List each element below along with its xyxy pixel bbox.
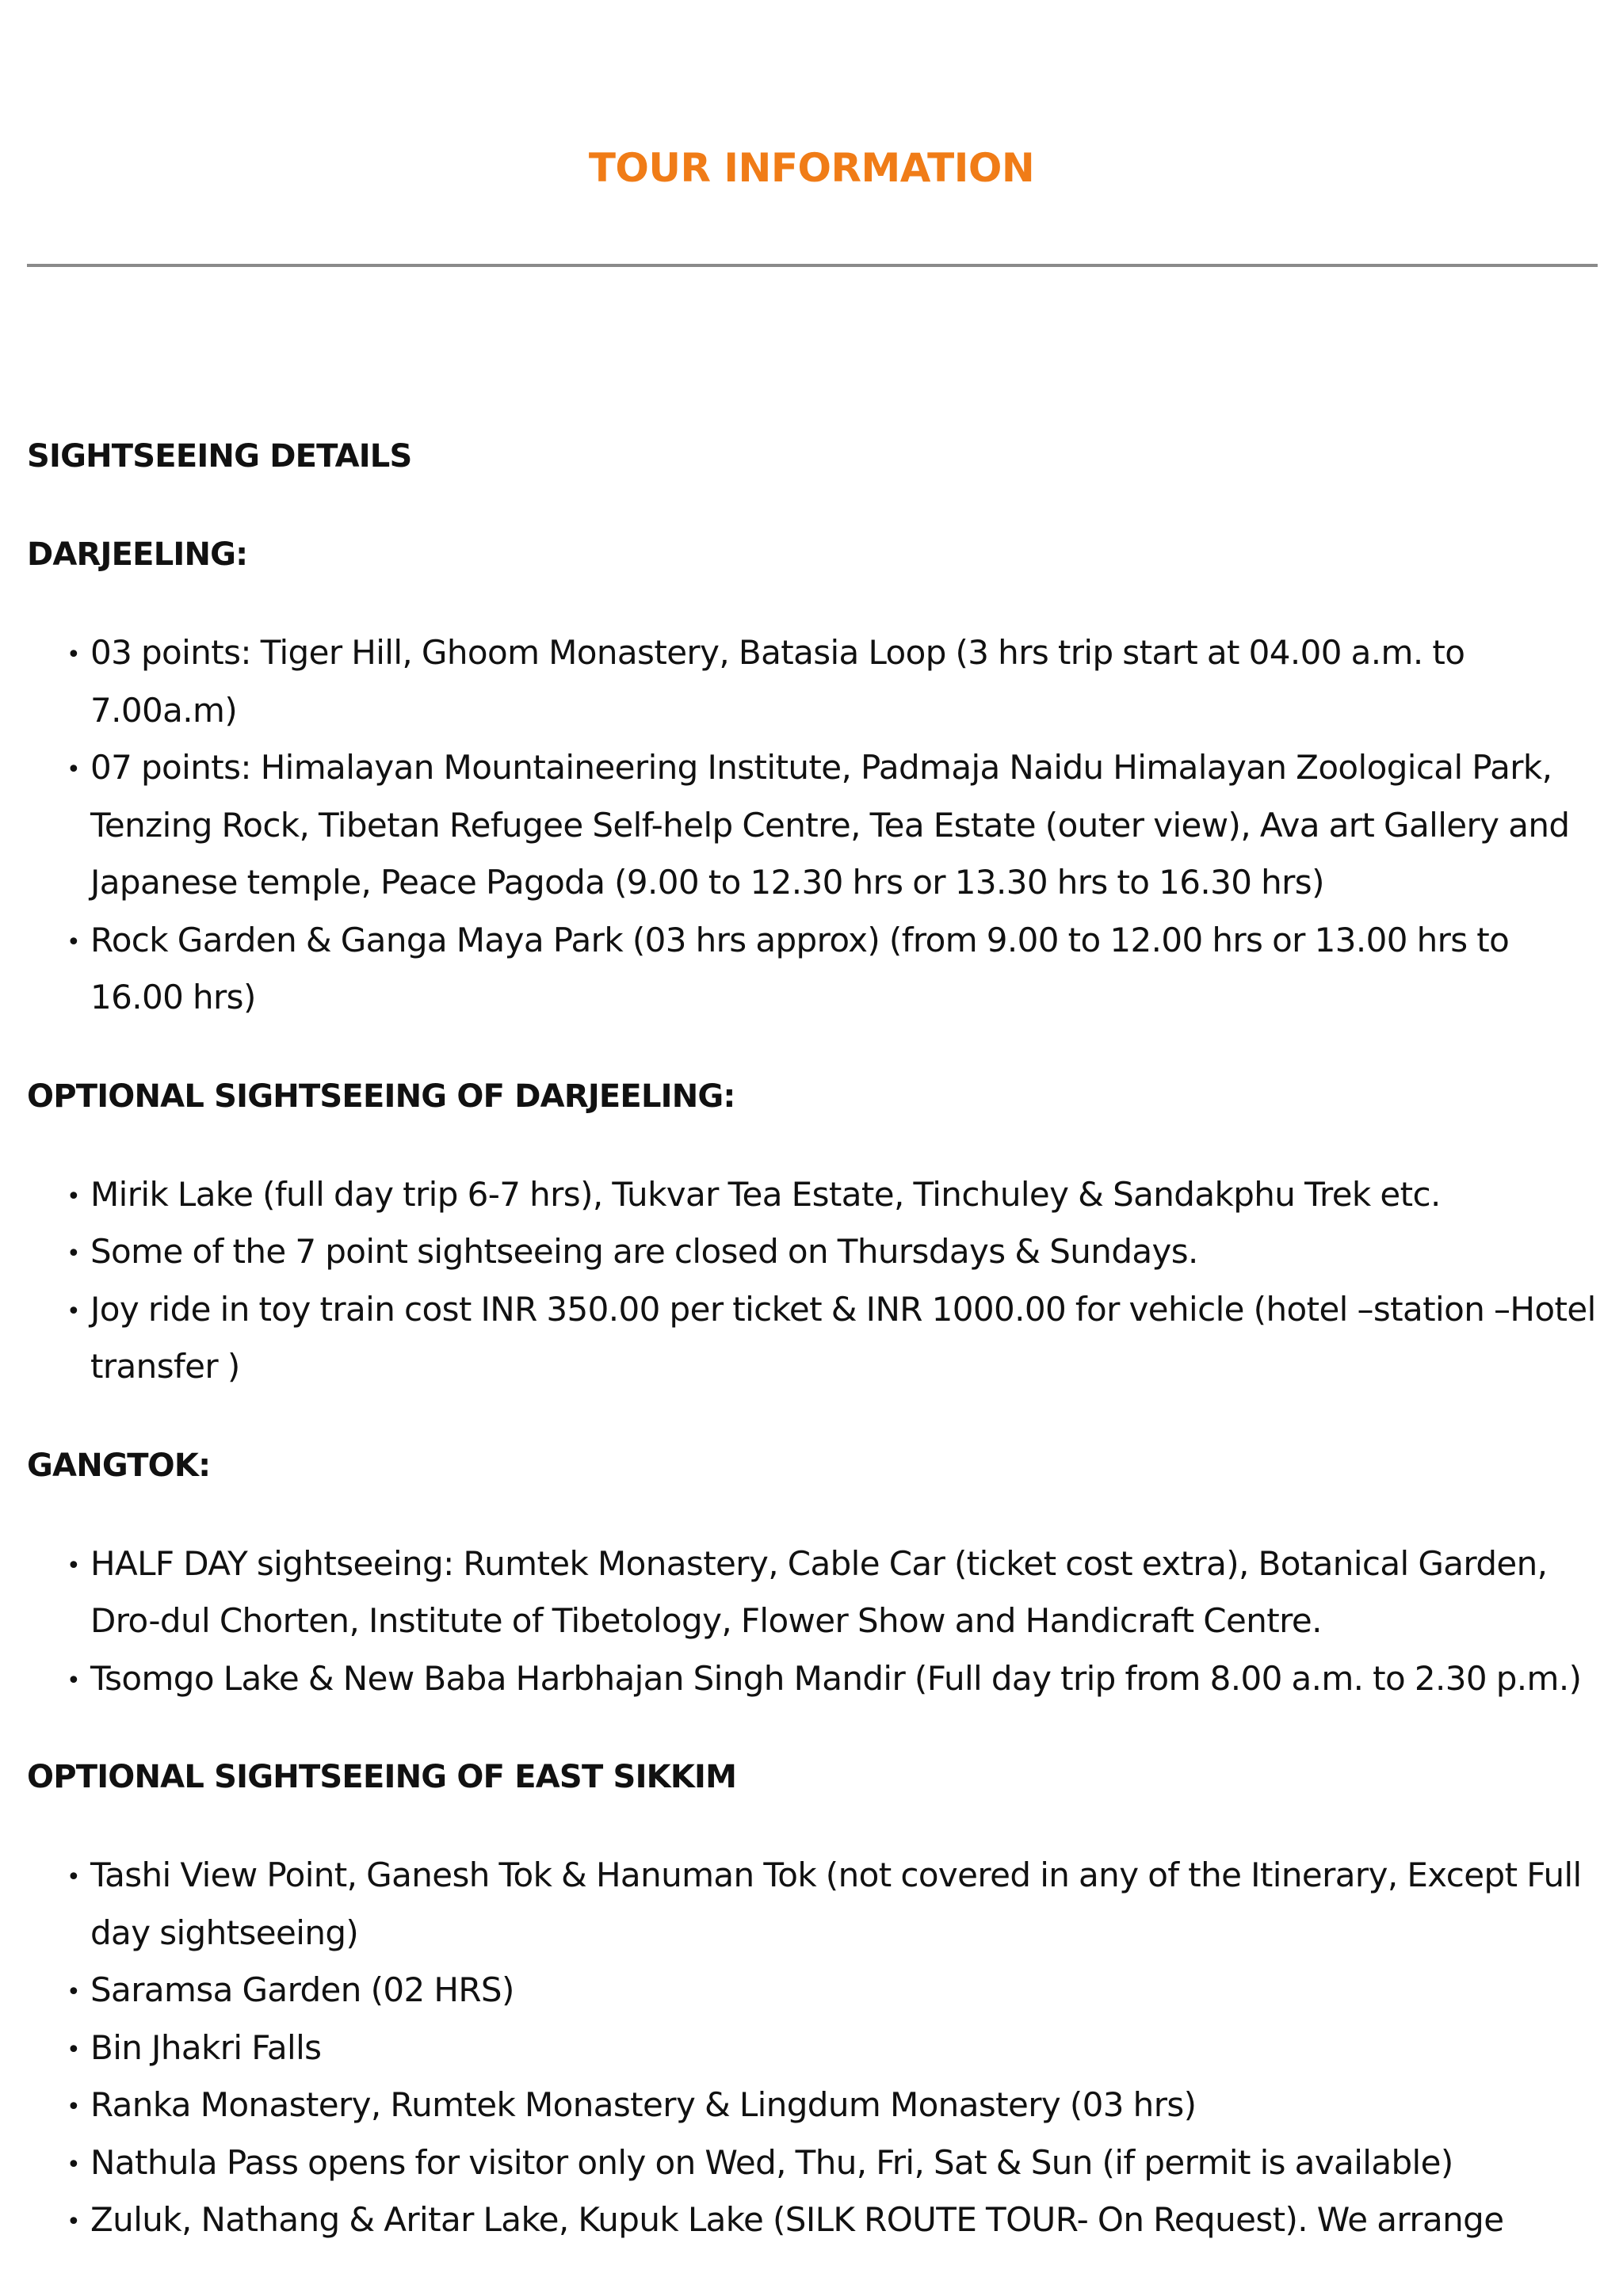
list-item: • HALF DAY sightseeing: Rumtek Monastery, Cable Car (ticket cost extra), Botanical Garden, Dro-dul Chorten, Institute of Tibetology, Flower Show and Handicraft Centre. <box>27 1535 1598 1650</box>
list-item: • Zuluk, Nathang & Aritar Lake, Kupuk Lake (SILK ROUTE TOUR- On Request). We arrange <box>27 2191 1598 2249</box>
bullet-icon: • <box>67 2093 81 2121</box>
list-item: • Nathula Pass opens for visitor only on Wed, Thu, Fri, Sat & Sun (if permit is available) <box>27 2134 1598 2192</box>
section-heading-darjeeling: DARJEELING: <box>27 536 248 573</box>
section-heading-optional-darjeeling: OPTIONAL SIGHTSEEING OF DARJEELING: <box>27 1077 735 1115</box>
bullet-icon: • <box>67 2208 81 2236</box>
bullet-icon: • <box>67 1863 81 1891</box>
list-item: • Joy ride in toy train cost INR 350.00 per ticket & INR 1000.00 for vehicle (hotel –station –Hotel transfer ) <box>27 1281 1598 1396</box>
darjeeling-list <box>27 624 1598 1027</box>
bullet-icon: • <box>67 641 81 669</box>
section-heading-gangtok: GANGTOK: <box>27 1447 211 1484</box>
gangtok-list <box>27 1535 1598 1708</box>
bullet-icon: • <box>67 1551 81 1580</box>
optional-darjeeling-list <box>27 1166 1598 1396</box>
optional-east-sikkim-list <box>27 1847 1598 2249</box>
bullet-icon: • <box>67 1240 81 1268</box>
bullet-icon: • <box>67 1182 81 1211</box>
list-item: • Rock Garden & Ganga Maya Park (03 hrs approx) (from 9.00 to 12.00 hrs or 13.00 hrs to 16.00 hrs) <box>27 912 1598 1027</box>
document-body <box>27 428 1598 2290</box>
list-item: • Saramsa Garden (02 HRS) <box>27 1962 1598 2019</box>
title-divider <box>27 264 1598 267</box>
list-item: • 07 points: Himalayan Mountaineering Institute, Padmaja Naidu Himalayan Zoological Park, Tenzing Rock, Tibetan Refugee Self-help Centre, Tea Estate (outer view), Ava art Gallery and Japanese temple, Peace Pagoda (9.00 to 12.30 hrs or 13.30 hrs to 16.30 hrs) <box>27 739 1598 912</box>
list-item: • Tsomgo Lake & New Baba Harbhajan Singh Mandir (Full day trip from 8.00 a.m. to 2.30 p.m.) <box>27 1650 1598 1708</box>
list-item: • Tashi View Point, Ganesh Tok & Hanuman Tok (not covered in any of the Itinerary, Except Full day sightseeing) <box>27 1847 1598 1962</box>
list-item: • 03 points: Tiger Hill, Ghoom Monastery, Batasia Loop (3 hrs trip start at 04.00 a.m. to 7.00a.m) <box>27 624 1598 739</box>
list-item: • Ranka Monastery, Rumtek Monastery & Lingdum Monastery (03 hrs) <box>27 2077 1598 2134</box>
bullet-icon: • <box>67 928 81 956</box>
list-item: • Bin Jhakri Falls <box>27 2019 1598 2077</box>
bullet-icon: • <box>67 1978 81 2006</box>
page-title: TOUR INFORMATION <box>588 145 1035 191</box>
list-item: • Mirik Lake (full day trip 6-7 hrs), Tukvar Tea Estate, Tinchuley & Sandakphu Trek etc. <box>27 1166 1598 1224</box>
bullet-icon: • <box>67 2035 81 2064</box>
bullet-icon: • <box>67 1666 81 1695</box>
bullet-icon: • <box>67 1297 81 1325</box>
bullet-icon: • <box>67 756 81 784</box>
list-item: • Some of the 7 point sightseeing are closed on Thursdays & Sundays. <box>27 1223 1598 1281</box>
section-heading-optional-east-sikkim: OPTIONAL SIGHTSEEING OF EAST SIKKIM <box>27 1759 737 1795</box>
section-heading-sightseeing-details: SIGHTSEEING DETAILS <box>27 438 412 475</box>
bullet-icon: • <box>67 2150 81 2179</box>
